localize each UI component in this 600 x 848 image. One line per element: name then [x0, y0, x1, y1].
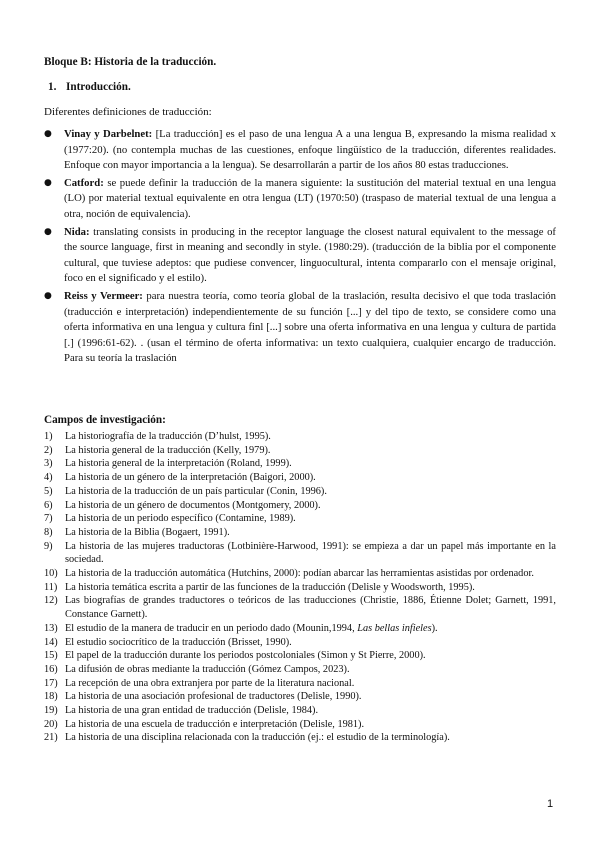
list-item-number: 5) [44, 485, 53, 497]
page-number: 1 [547, 798, 554, 810]
definition-author: Vinay y Darbelnet: [64, 128, 153, 140]
list-item [44, 512, 556, 526]
list-item-text: La difusión de obras mediante la traducción (Gómez Campos, 2023). [65, 663, 350, 675]
definition-author: Nida: [64, 225, 90, 238]
bullet-icon: ● [44, 226, 52, 237]
list-item-text: El papel de la traducción durante los periodos postcoloniales (Simon y St Pierre, 2000). [65, 650, 426, 662]
list-item-text: La historia de las mujeres traductoras (Lotbinière-Harwood, 1991): se empieza a dar un papel más importante en la sociedad. [65, 540, 556, 566]
list-item [44, 457, 556, 471]
list-item [44, 663, 556, 677]
list-item-italic-title: Las bellas infieles [357, 622, 432, 634]
list-item [44, 567, 556, 581]
list-item [44, 471, 556, 485]
list-item [44, 581, 556, 595]
list-item-number: 7) [44, 513, 53, 525]
list-item-text: La historia de la Biblia (Bogaert, 1991). [65, 526, 230, 538]
definition-item [44, 289, 556, 367]
list-item-number: 15) [44, 650, 58, 662]
list-item [44, 690, 556, 704]
list-item-text: La historia de un periodo específico (Contamine, 1989). [65, 513, 296, 525]
bullet-icon: ● [44, 290, 52, 301]
list-item-text: La historia de una escuela de traducción e interpretación (Delisle, 1981). [65, 718, 365, 730]
list-item [44, 677, 556, 691]
list-item-number: 8) [44, 526, 53, 538]
definition-author: Reiss y Vermeer: [64, 289, 143, 302]
list-item-number: 17) [44, 677, 58, 689]
list-item-text: La historia general de la traducción (Kelly, 1979). [65, 444, 271, 456]
list-item [44, 430, 556, 444]
list-item-number: 1) [44, 431, 53, 442]
list-item-text-after: ). [431, 622, 438, 634]
definition-item [44, 176, 556, 223]
list-item-number: 11) [44, 581, 58, 593]
list-item-text: La historiografía de la traducción (D’hulst, 1995). [65, 431, 271, 442]
list-item-text: La historia de la traducción de un país particular (Conin, 1996). [65, 485, 327, 497]
list-item-number: 2) [44, 444, 53, 456]
list-item-text: El estudio de la manera de traducir en un periodo dado (Mounin,1994, [65, 622, 358, 634]
list-item-text: La historia de un género de documentos (Montgomery, 2000). [65, 499, 321, 511]
list-item [44, 485, 556, 499]
bullet-icon: ● [44, 177, 52, 188]
list-item-number: 9) [44, 540, 53, 552]
definition-text: translating consists in producing in the receptor language the closest natural equivalent to the message of the source language, first in meaning and secondly in style. (1980:29). (traducción de la biblia por el componente cultural, que tuviese adeptos: que pudiese convencer, linguocultural, intenta compararlo con el mensaje original, foco en el significado y el estilo). [64, 225, 556, 285]
list-item [44, 594, 556, 621]
list-item [44, 704, 556, 718]
list-item [44, 499, 556, 513]
list-item-text: La historia de una disciplina relacionada con la traducción (ej.: el estudio de la terminología). [65, 732, 450, 744]
list-item-text: La historia de una gran entidad de traducción (Delisle, 1984). [65, 705, 319, 717]
list-item [44, 636, 556, 650]
bullet-icon: ● [44, 129, 52, 139]
list-item-number: 14) [44, 636, 58, 648]
list-item [44, 731, 556, 745]
list-item-number: 6) [44, 499, 53, 511]
definition-text: [La traducción] es el paso de una lengua A a una lengua B, expresando la misma realidad x (1977:20). (no contempla muchas de las cuestiones, enfoque lingüístico de la traducción, diferentes realidades. Enfoque con mayor importancia a la lengua). Se desarrollarán a partir de los años 80 estas traducciones. [64, 128, 556, 172]
list-item-text: La historia de una asociación profesional de traductores (Delisle, 1990). [65, 691, 362, 703]
definition-item [44, 127, 556, 174]
list-item-number: 3) [44, 458, 53, 470]
list-item-number: 20) [44, 718, 58, 730]
definition-text: se puede definir la traducción de la manera siguiente: la sustitución del material textual en una lengua (LO) por material textual equivalente en otra lengua (LT) (1970:50) (traspaso de material textual de una lengua a otra, noción de equivalencia). [64, 176, 556, 220]
list-item-number: 21) [44, 732, 58, 744]
list-item [44, 649, 556, 663]
list-item [44, 718, 556, 732]
list-item-text: La historia de un género de la interpretación (Baigori, 2000). [65, 472, 316, 484]
definition-item [44, 225, 556, 287]
list-item-text: El estudio sociocrítico de la traducción (Brisset, 1990). [65, 636, 292, 648]
list-item-text: La recepción de una obra extranjera por parte de la literatura nacional. [65, 677, 355, 689]
campos-heading: Campos de investigación: [44, 414, 166, 426]
list-item [44, 444, 556, 458]
intro-text: Diferentes definiciones de traducción: [44, 106, 212, 118]
list-item-number: 13) [44, 622, 58, 634]
list-item-text: La historia de la traducción automática (Hutchins, 2000): podían abarcar las herramientas asistidas por ordenador. [65, 568, 534, 580]
definition-author: Catford: [64, 176, 104, 189]
list-item [44, 540, 556, 567]
list-item-number: 4) [44, 472, 53, 484]
list-item-number: 18) [44, 691, 58, 703]
list-item-text: La historia temática escrita a partir de las funciones de la traducción (Delisle y Woodsworth, 1995). [65, 581, 475, 593]
bloque-title: Bloque B: Historia de la traducción. [44, 56, 217, 68]
list-item [44, 622, 556, 636]
list-item-number: 10) [44, 568, 58, 580]
list-item-text: Las biografías de grandes traductores o teóricos de las traducciones (Christie, 1886, Étienne Dolet; Garnett, 1991, Constance Garnett). [65, 595, 556, 621]
campos-list [44, 430, 556, 745]
list-item-number: 16) [44, 663, 58, 675]
list-item-number: 19) [44, 705, 58, 717]
list-item [44, 526, 556, 540]
section-number: 1. [48, 81, 57, 93]
section-title: Introducción. [66, 81, 131, 93]
list-item-number: 12) [44, 595, 58, 607]
definitions-list [44, 127, 556, 369]
section-heading [44, 80, 131, 94]
definition-text: para nuestra teoría, como teoría global de la traslación, resulta decisivo el que toda traslación (traducción e interpretación) independientemente de su función [...] y del tipo de texto, se considere como una oferta informativa en una lengua y cultura finl [...] sobre una oferta informativa en una lengua y cultura de partida [.] (1996:61-62). . (usan el término de oferta informativa: un texto cualquiera, cualquier encargo de traducción. Para su teoría la traslación [64, 289, 556, 365]
list-item-text: La historia general de la interpretación (Roland, 1999). [65, 458, 292, 470]
